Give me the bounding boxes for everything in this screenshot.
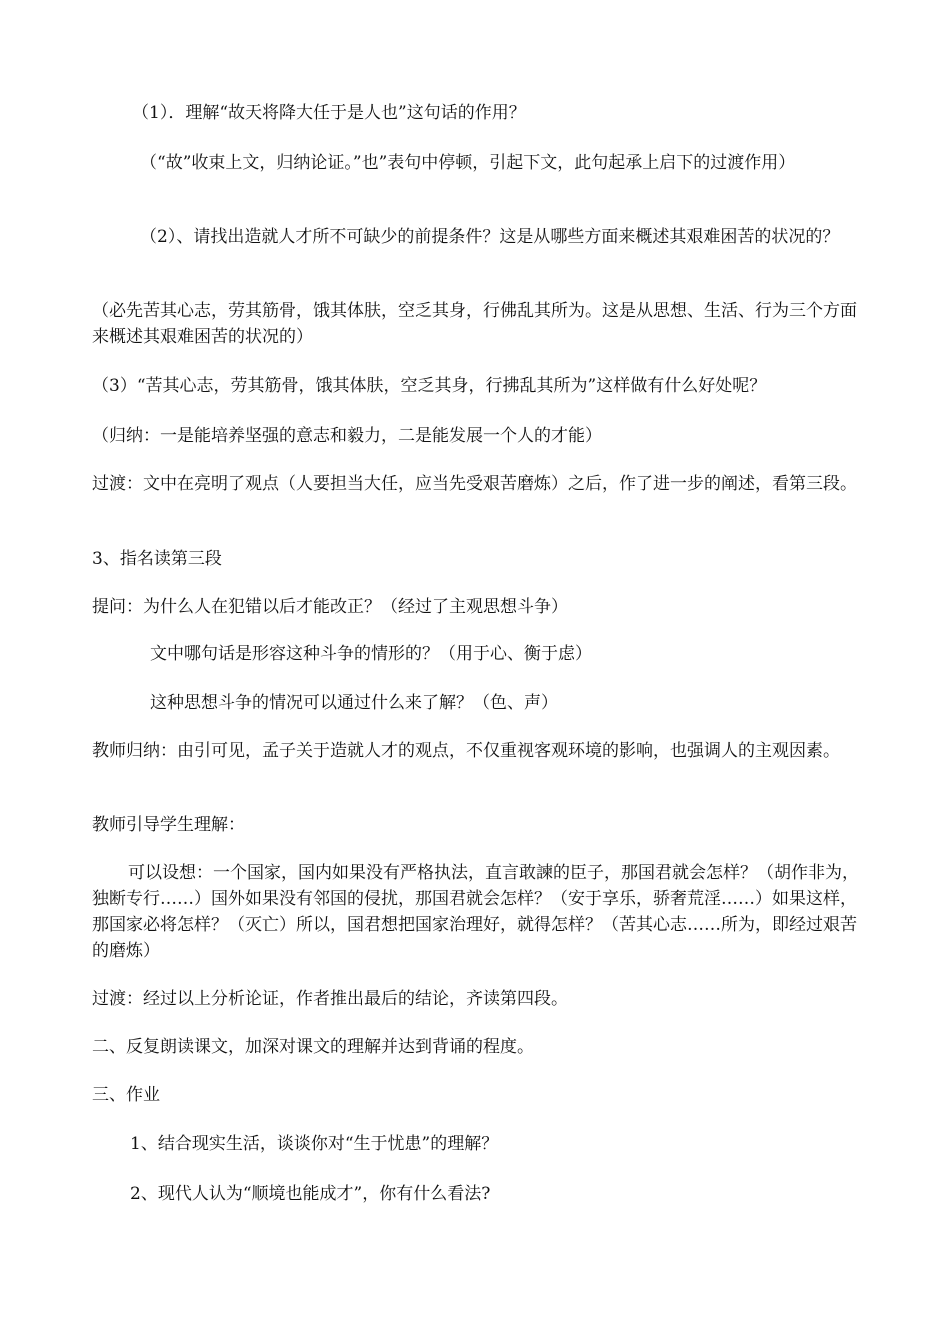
paragraph-step-3: 3、指名读第三段 [92, 549, 222, 569]
homework-item-2: 2、现代人认为“顺境也能成才”，你有什么看法? [130, 1184, 491, 1204]
paragraph-transition-2: 过渡：经过以上分析论证，作者推出最后的结论，齐读第四段。 [92, 989, 568, 1009]
paragraph-question-3: （3）“苦其心志，劳其筋骨，饿其体肤，空乏其身，行拂乱其所为”这样做有什么好处呢？ [92, 376, 767, 396]
paragraph-answer-1: （“故”收束上文，归纳论证。”也”表句中停顿，引起下文，此句起承上启下的过渡作用） [140, 153, 796, 173]
paragraph-teacher-guide: 教师引导学生理解： [92, 815, 245, 835]
paragraph-ask: 提问：为什么人在犯错以后才能改正？（经过了主观思想斗争） [92, 597, 568, 617]
paragraph-ask-2: 文中哪句话是形容这种斗争的情形的？（用于心、衡于虑） [150, 644, 592, 664]
paragraph-teacher-summary: 教师归纳：由引可见，孟子关于造就人才的观点，不仅重视客观环境的影响，也强调人的主观因素。 [92, 741, 840, 761]
homework-item-1: 1、结合现实生活，谈谈你对“生于忧患”的理解？ [130, 1134, 499, 1154]
paragraph-answer-3: （归纳：一是能培养坚强的意志和毅力，二是能发展一个人的才能） [92, 426, 602, 446]
paragraph-question-2: （2）、请找出造就人才所不可缺少的前提条件？这是从哪些方面来概述其艰难困苦的状况的？ [140, 227, 840, 247]
paragraph-question-1: （1）．理解“故天将降大任于是人也”这句话的作用？ [132, 103, 526, 123]
heading-section-2: 二、反复朗读课文，加深对课文的理解并达到背诵的程度。 [92, 1037, 534, 1057]
paragraph-transition-1: 过渡：文中在亮明了观点（人要担当大任，应当先受艰苦磨炼）之后，作了进一步的阐述，看第三段。 [92, 474, 857, 494]
paragraph-imagine: 可以设想：一个国家，国内如果没有严格执法，直言敢諫的臣子，那国君就会怎样？（胡作非为，独断专行……）国外如果没有邻国的侵扰，那国君就会怎样？（安于享乐，骄奢荒淫……）如果这样，那国家必将怎样？（灭亡）所以，国君想把国家治理好，就得怎样？（苦其心志……所为，即经过艰苦的磨炼） [92, 863, 859, 961]
paragraph-ask-3: 这种思想斗争的情况可以通过什么来了解？（色、声） [150, 693, 558, 713]
heading-section-3: 三、作业 [92, 1085, 160, 1105]
paragraph-answer-2: （必先苦其心志，劳其筋骨，饿其体肤，空乏其身，行佛乱其所为。这是从思想、生活、行为三个方面来概述其艰难困苦的状况的） [92, 301, 857, 347]
